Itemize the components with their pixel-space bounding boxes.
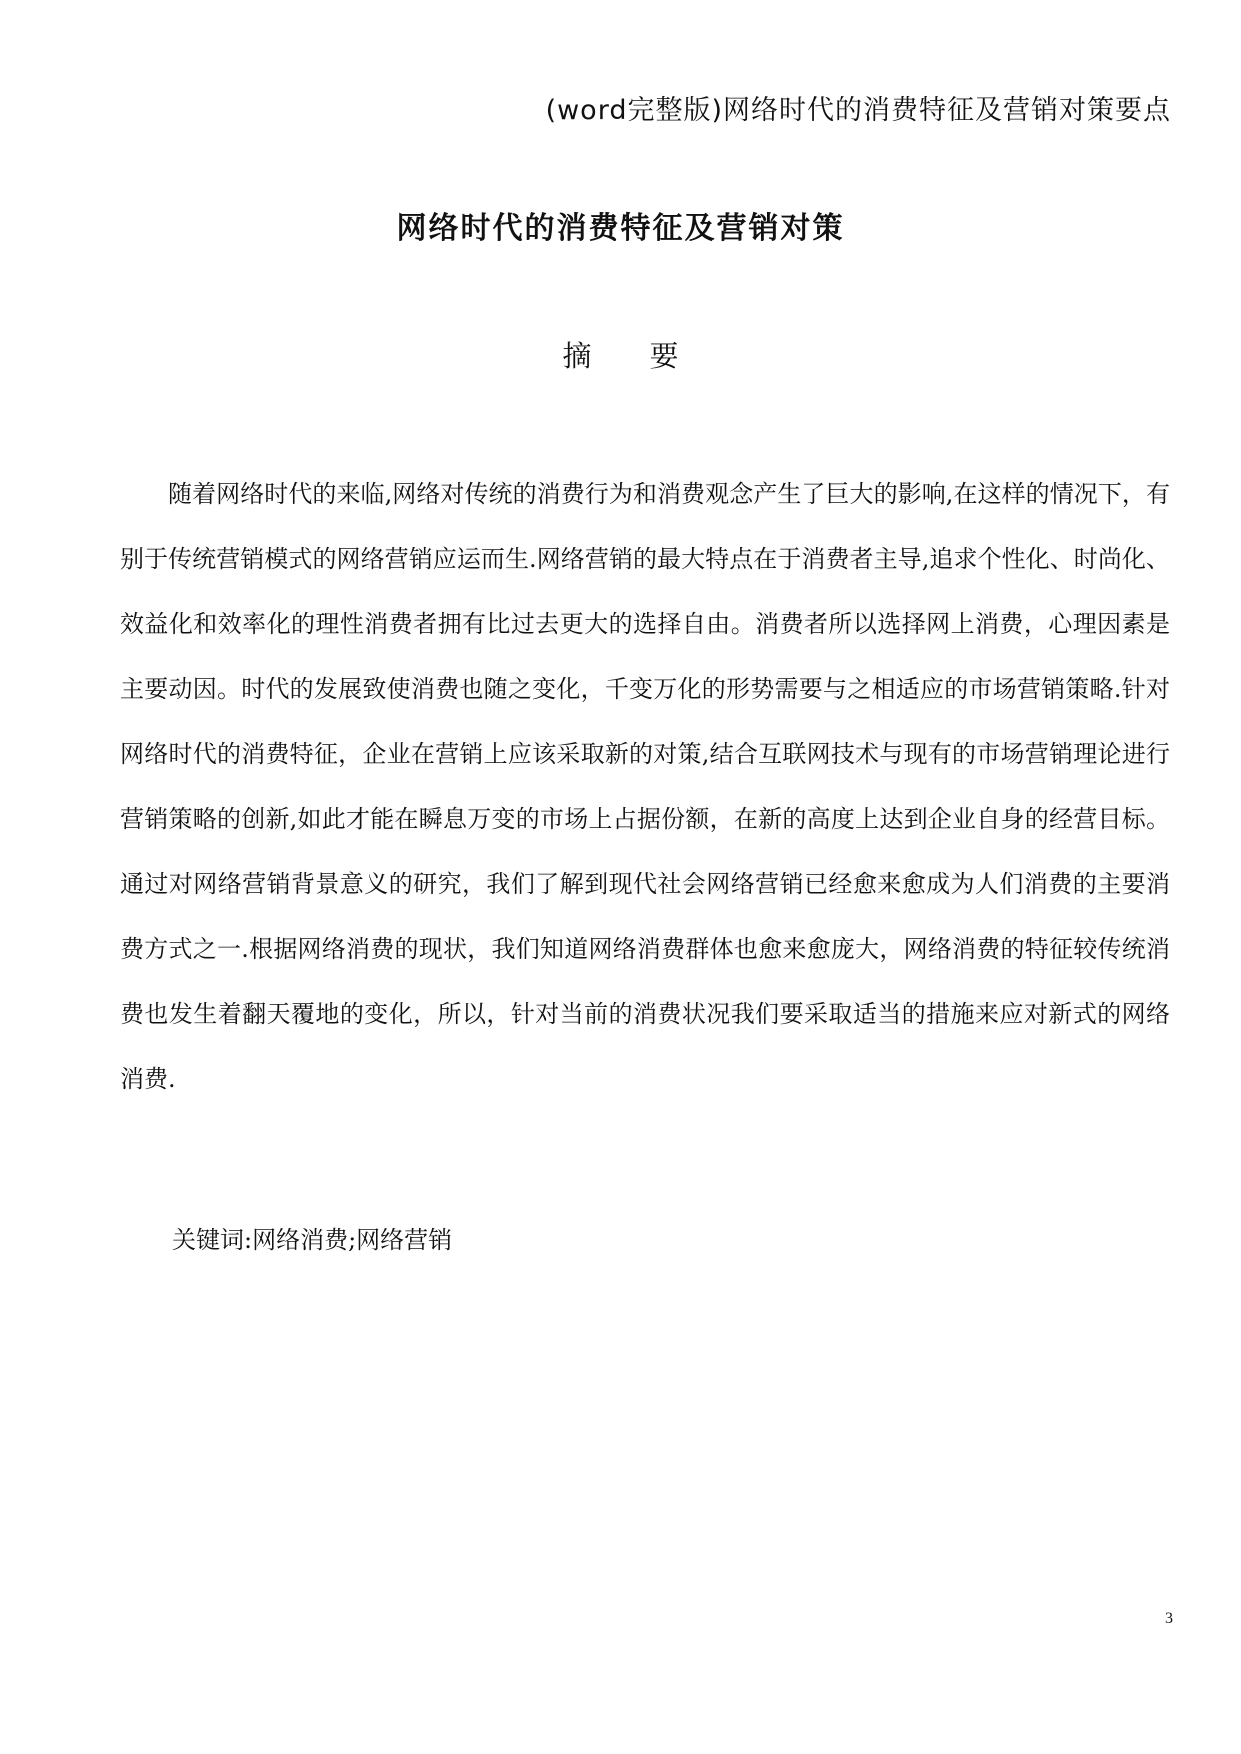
running-header: (word完整版)网络时代的消费特征及营销对策要点 — [545, 95, 1171, 126]
document-title: 网络时代的消费特征及营销对策 — [396, 211, 845, 246]
page-number: 3 — [1165, 1610, 1173, 1627]
keywords-line: 关键词:网络消费;网络营销 — [172, 1226, 453, 1254]
abstract-heading-left: 摘 — [562, 339, 592, 373]
abstract-paragraph: 随着网络时代的来临,网络对传统的消费行为和消费观念产生了巨大的影响,在这样的情况下，有别于传统营销模式的网络营销应运而生.网络营销的最大特点在于消费者主导,追求个性化、时尚化、效益化和效率化的理性消费者拥有比过去更大的选择自由。消费者所以选择网上消费，心理因素是主要动因。时代的发展致使消费也随之变化，千变万化的形势需要与之相适应的市场营销策略.针对网络时代的消费特征，企业在营销上应该采取新的对策,结合互联网技术与现有的市场营销理论进行营销策略的创新,如此才能在瞬息万变的市场上占据份额，在新的高度上达到企业自身的经营目标。通过对网络营销背景意义的研究，我们了解到现代社会网络营销已经愈来愈成为人们消费的主要消费方式之一.根据网络消费的现状，我们知道网络消费群体也愈来愈庞大，网络消费的特征较传统消费也发生着翻天覆地的变化，所以，针对当前的消费状况我们要采取适当的措施来应对新式的网络消费. — [120, 480, 1170, 1093]
abstract-heading — [0, 334, 1241, 375]
abstract-heading-right: 要 — [649, 339, 679, 373]
